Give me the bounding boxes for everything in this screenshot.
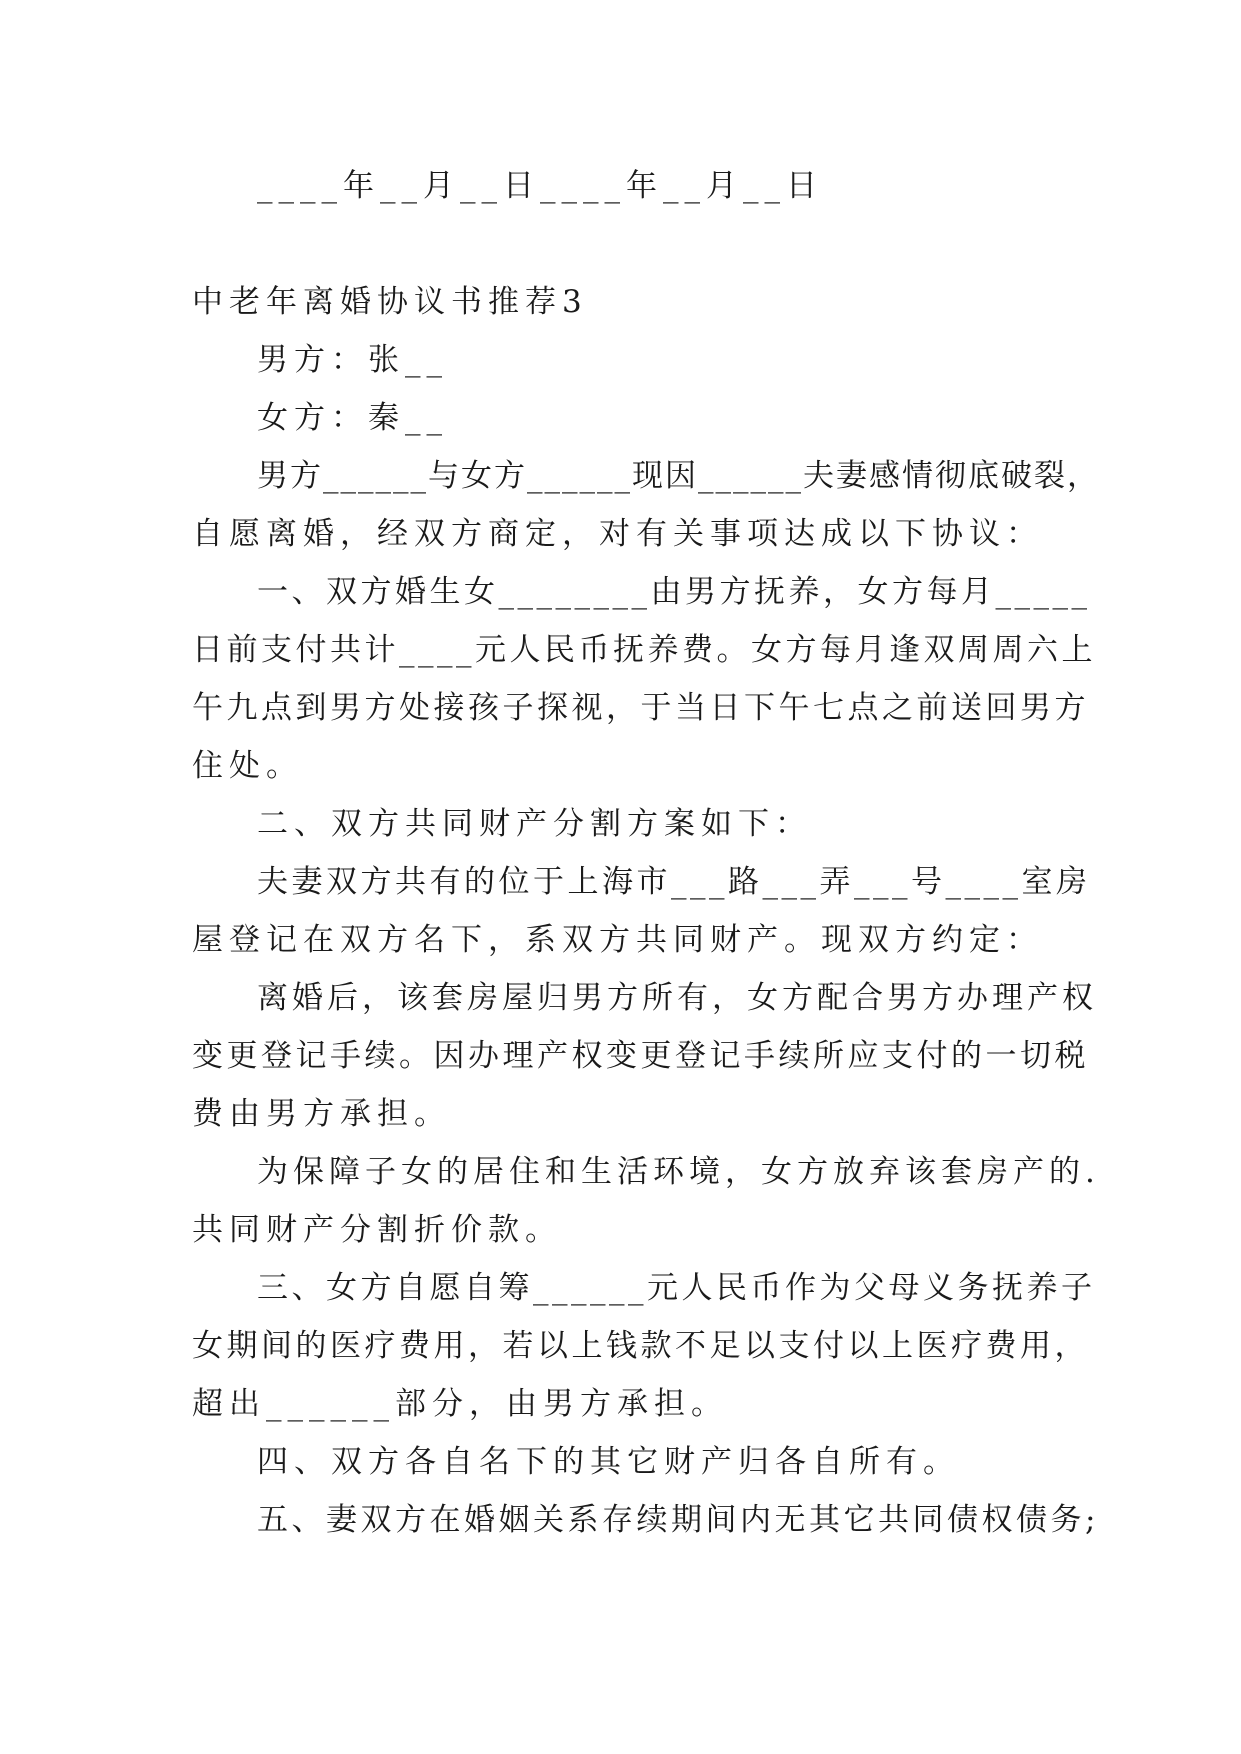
paragraph-line: 五、妻双方在婚姻关系存续期间内无其它共同债权债务; bbox=[257, 1502, 1099, 1538]
paragraph-line: 变更登记手续。因办理产权变更登记手续所应支付的一切税 bbox=[192, 1038, 1089, 1074]
date-line: ____年__月__日____年__月__日 bbox=[257, 168, 823, 204]
paragraph-line: 一、双方婚生女________由男方抚养，女方每月_____ bbox=[257, 574, 1091, 610]
paragraph-line: 费由男方承担。 bbox=[192, 1096, 451, 1132]
paragraph-line: 为保障子女的居住和生活环境，女方放弃该套房产的. bbox=[257, 1154, 1100, 1190]
paragraph-line: 超出______部分，由男方承担。 bbox=[192, 1386, 728, 1422]
paragraph-line: 二、双方共同财产分割方案如下： bbox=[257, 806, 812, 842]
paragraph-line: 女期间的医疗费用，若以上钱款不足以支付以上医疗费用， bbox=[192, 1328, 1089, 1364]
male-party: 男方：张__ bbox=[257, 342, 448, 378]
paragraph-line: 三、女方自愿自筹______元人民币作为父母义务抚养子 bbox=[257, 1270, 1096, 1306]
paragraph-line: 离婚后，该套房屋归男方所有，女方配合男方办理产权 bbox=[257, 980, 1097, 1016]
female-party: 女方：秦__ bbox=[257, 400, 448, 436]
paragraph-line: 共同财产分割折价款。 bbox=[192, 1212, 562, 1248]
paragraph-line: 自愿离婚，经双方商定，对有关事项达成以下协议： bbox=[192, 516, 1043, 552]
paragraph-line: 午九点到男方处接孩子探视，于当日下午七点之前送回男方 bbox=[192, 690, 1089, 726]
paragraph-line: 夫妻双方共有的位于上海市___路___弄___号____室房 bbox=[257, 864, 1091, 900]
paragraph-line: 屋登记在双方名下，系双方共同财产。现双方约定： bbox=[192, 922, 1043, 958]
paragraph-line: 住处。 bbox=[192, 748, 303, 784]
section-title: 中老年离婚协议书推荐3 bbox=[192, 284, 588, 320]
paragraph-line: 日前支付共计____元人民币抚养费。女方每月逢双周周六上 bbox=[192, 632, 1096, 668]
paragraph-line: 男方______与女方______现因______夫妻感情彻底破裂， bbox=[257, 458, 1100, 494]
paragraph-line: 四、双方各自名下的其它财产归各自所有。 bbox=[257, 1444, 960, 1480]
